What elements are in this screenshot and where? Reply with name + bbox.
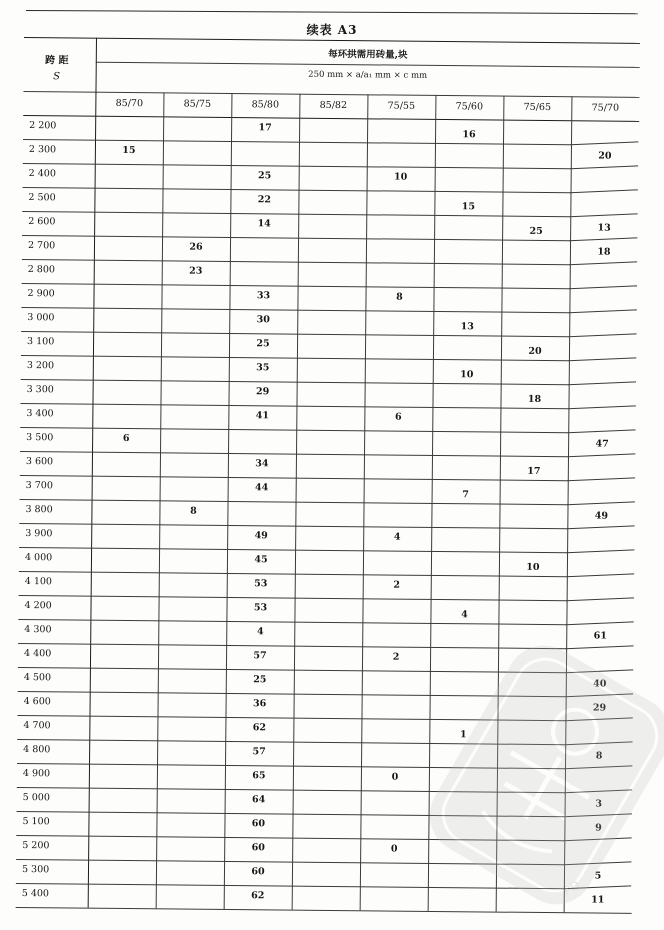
column-header: 75/60 [455,101,484,113]
cell-value: 33 [256,290,271,302]
cell-value: 64 [252,794,266,806]
cell-value: 10 [526,561,540,573]
cell-value: 6 [122,432,130,445]
cell-value: 18 [527,393,542,405]
row-span-label: 4 000 [24,552,53,564]
row-span-label: 5 400 [21,888,50,900]
row-span-label: 4 900 [22,768,51,780]
row-divider [17,811,565,817]
cell-value: 20 [528,345,542,357]
row-divider [16,883,564,889]
row-span-label: 2 200 [29,120,57,132]
row-span-label: 2 400 [28,168,56,180]
cell-value: 23 [189,265,203,277]
cell-value: 20 [598,150,612,162]
cell-value: 9 [595,822,602,834]
row-span-label: 5 000 [22,792,50,804]
row-span-label: 2 900 [27,288,55,300]
group-header: 每环拱需用砖量,块 [328,48,408,61]
row-span-label: 4 500 [23,672,52,684]
cell-value: 30 [256,314,270,326]
cell-value: 16 [462,129,476,141]
row-divider [20,403,568,409]
last-column-strip [571,117,640,144]
row-span-label: 4 400 [24,648,52,660]
cell-value: 40 [593,678,607,690]
span-header-symbol: S [53,71,61,83]
cell-value: 60 [251,842,265,854]
cell-value: 4 [256,626,264,638]
cell-value: 1 [459,729,467,741]
cell-value: 53 [253,602,268,614]
row-span-label: 2 300 [28,144,57,156]
last-column-strip [567,525,636,552]
cell-value: 60 [251,866,265,878]
last-column-strip [568,357,637,384]
cell-value: 17 [258,122,272,134]
row-span-label: 4 300 [24,624,52,636]
cell-value: 7 [462,489,469,501]
cell-value: 44 [255,482,269,494]
cell-value: 3 [595,798,603,810]
last-column-strip [567,477,636,504]
cell-value: 8 [595,750,603,762]
row-divider [21,307,569,313]
row-divider [22,235,570,241]
column-header: 85/75 [183,98,212,110]
column-header: 75/55 [387,100,416,112]
header-divider [96,62,640,68]
cell-value: 25 [258,170,272,182]
cell-value: 4 [393,531,401,543]
cell-value: 15 [461,201,476,213]
last-column-strip [564,765,633,792]
last-column-strip [566,573,635,600]
span-header-label: 跨 距 [44,55,69,67]
row-span-label: 2 700 [27,240,56,252]
row-span-label: 3 800 [25,504,53,516]
cell-value: 15 [122,144,136,157]
last-column-strip [567,453,636,480]
last-column-strip [570,189,639,216]
row-span-label: 2 800 [27,264,56,276]
column-header: 85/70 [115,97,144,110]
last-column-strip [568,405,637,432]
column-header: 75/70 [591,102,620,114]
row-span-label: 3 700 [25,480,53,492]
row-divider [20,475,568,481]
cell-value: 34 [255,458,269,470]
row-span-label: 3 900 [25,528,53,540]
row-divider [19,547,567,553]
top-rule [26,10,638,14]
row-span-label: 3 200 [26,360,55,372]
watermark-text: PD [560,877,582,898]
row-divider [19,571,567,577]
cell-value: 2 [392,651,400,663]
cell-value: 18 [597,246,611,258]
row-divider [22,283,570,289]
row-span-label: 4 700 [23,720,51,732]
row-span-label: 4 200 [24,600,52,612]
cell-value: 60 [251,818,266,830]
row-divider [19,595,567,601]
column-header: 85/80 [251,99,280,111]
span-column-divider [88,38,97,908]
cell-value: 65 [252,770,266,782]
last-column-strip [566,549,635,576]
cell-value: 57 [253,650,267,662]
row-span-label: 3 100 [27,336,55,348]
cell-value: 49 [594,510,609,522]
cell-value: 29 [592,702,607,714]
cell-value: 53 [254,578,268,590]
cell-value: 36 [252,698,267,710]
cell-value: 0 [391,771,399,783]
cell-value: 0 [390,843,398,855]
last-column-strip [566,645,635,672]
last-column-strip [569,261,638,288]
cell-value: 4 [461,609,468,621]
row-divider [19,523,567,529]
cell-value: 22 [257,194,272,206]
last-column-strip [565,717,634,744]
last-column-strip [570,165,639,192]
cell-value: 47 [595,438,609,450]
header-bottom-rule [23,115,639,122]
cell-value: 62 [252,722,267,734]
unit-header: 250 mm × a/a₁ mm × c mm [308,69,428,81]
cell-value: 14 [257,218,271,230]
cell-value: 29 [255,386,270,398]
cell-value: 49 [254,530,268,542]
row-divider [16,835,564,841]
cell-value: 13 [597,222,611,234]
cell-value: 10 [460,369,474,381]
row-divider [17,763,565,769]
column-header: 75/65 [523,101,552,114]
cell-value: 45 [254,554,268,566]
header-divider [23,91,639,98]
row-span-label: 3 600 [25,456,54,468]
cell-value: 26 [189,241,203,253]
cell-value: 2 [393,579,401,591]
table-bottom-rule [16,907,632,914]
cell-value: 8 [396,291,403,303]
last-column-strip [568,381,637,408]
row-divider [17,787,565,793]
cell-value: 11 [591,894,605,906]
row-span-label: 2 600 [28,216,56,228]
row-divider [23,163,571,169]
cell-value: 35 [256,362,270,374]
table-top-rule [24,37,640,44]
cell-value: 57 [252,746,266,758]
row-divider [22,259,570,265]
cell-value: 41 [255,410,270,422]
row-divider [23,187,571,193]
row-span-label: 2 500 [28,192,56,204]
last-column-strip [569,309,638,336]
last-column-strip [569,333,638,360]
cell-value: 61 [593,630,607,642]
column-header: 85/82 [319,99,348,112]
row-span-label: 5 300 [21,864,50,876]
row-span-label: 3 300 [26,384,54,396]
row-divider [17,715,565,721]
row-span-label: 5 100 [22,816,50,828]
row-divider [21,355,569,361]
row-span-label: 4 100 [24,576,53,588]
cell-value: 10 [393,171,408,183]
cell-value: 5 [594,870,602,882]
row-divider [20,451,568,457]
row-divider [18,691,566,697]
row-span-label: 4 600 [23,696,51,708]
cell-value: 25 [253,674,267,686]
row-span-label: 3 400 [26,408,54,420]
row-divider [18,643,566,649]
cell-value: 17 [527,465,541,477]
row-span-label: 3 500 [26,432,54,444]
last-column-strip [564,837,633,864]
cell-value: 62 [251,890,265,902]
data-table [16,37,640,906]
row-divider [16,859,564,865]
row-span-label: 3 000 [27,312,55,324]
cell-value: 6 [395,411,402,423]
page-title: 续表 A3 [306,23,358,37]
row-divider [18,667,566,673]
row-span-label: 5 200 [22,840,50,852]
row-span-label: 4 800 [23,744,51,756]
cell-value: 13 [460,321,474,333]
cell-value: 8 [190,505,197,517]
cell-value: 25 [256,338,270,350]
cell-value: 25 [529,225,543,237]
last-column-strip [566,597,635,624]
last-column-strip [569,285,638,312]
